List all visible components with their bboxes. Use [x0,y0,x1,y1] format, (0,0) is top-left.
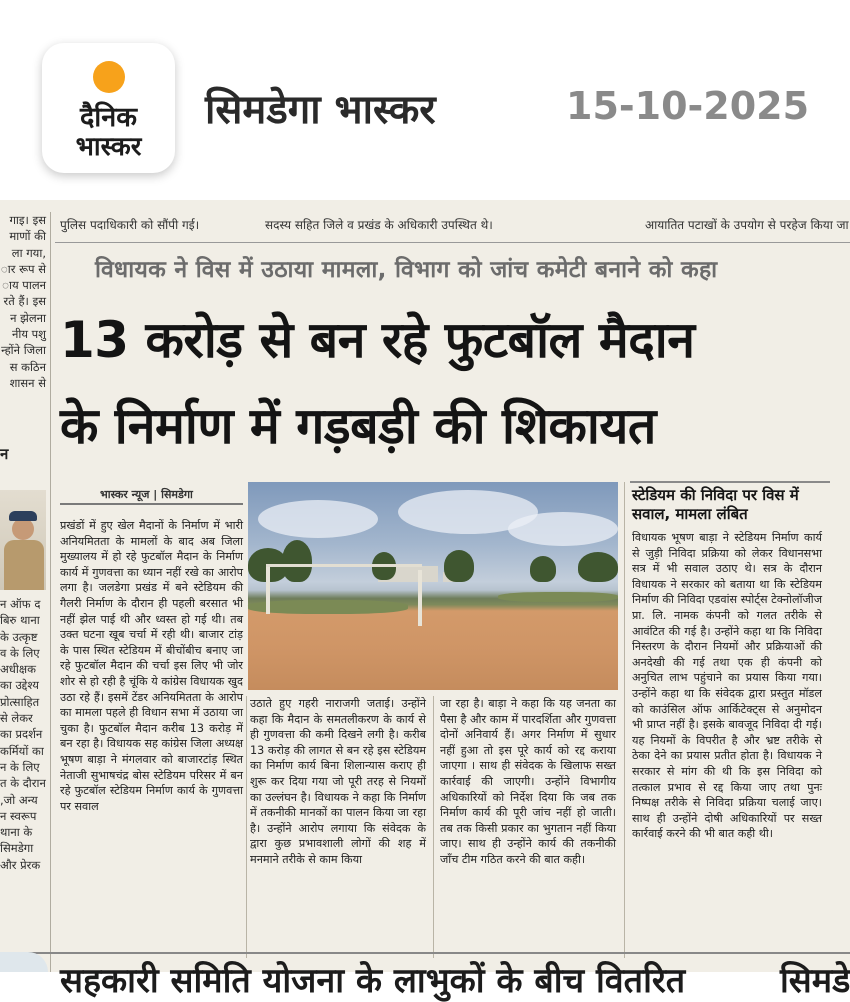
article-column-2 [250,696,426,958]
fragment-line: न्होंने जिला [1,343,46,358]
article-headline-line2: के निर्माण में गड़बड़ी की शिकायत [60,397,656,455]
fragment-line: गाइ। इस [9,213,46,227]
fragment-line: ार रूप से [0,261,46,276]
fragment-line: के उत्कृष्ट [0,629,38,644]
adjacent-article-fragment-2 [0,596,46,873]
fragment-line: और प्रेरक [0,857,41,872]
newspaper-clipping[interactable] [0,200,850,1001]
fragment-line: रते हैं। इस [3,294,46,309]
column-divider [624,482,625,958]
top-caption-2: सदस्य सहित जिले व प्रखंड के अधिकारी उपस्थित थे। [265,218,493,232]
fragment-line: न के लिए [0,759,40,774]
fragment-line: प्रोत्साहित [0,694,40,709]
column-divider [246,696,247,958]
column-divider [433,696,434,958]
body-text: प्रखंडों में हुए खेल मैदानों के निर्माण में भारी अनियमितता के मामलों के बाद अब जिला मुख्यालय में हो रहे फुटबॉल मैदान के निर्माण कार्य में गुणवत्ता का ध्यान नहीं रखे का आरोप लगा है। जलडेगा प्रखंड में बने स्टेडियम की गैलरी निर्माण के दौरान ही पहली बरसात भी नहीं झेल पाई थी और ध्वस्त हो गई थी। तब उक्त घटना खूब चर्चा में रही थी। बाजार टांड़ के पास स्थित स्टेडियम में बीचोंबीच बनाए जा रहे फुटबॉल मैदान की चर्चा इस लिए भी जोर शोर से हो रही है चूंकि ये कांग्रेस विधायक खुद उठा रहे हैं। इसमें टेंडर अनियमितता के आरोप का मामला पहले ही विधान सभा में उठाया जा चुका है। फुटबॉल मैदान करीब 13 करोड़ में बन रहा है। विधायक सह कांग्रेस जिला अध्यक्ष भूषण बाड़ा ने मंगलवार को बाजारटांड़ स्थित नेताजी सुभाषचंद्र बोस स्टेडियम परिसर में बन रहे फुटबॉल स्टेडियम निर्माण कार्य के गुणवत्ता पर सवाल [60,519,243,813]
top-caption-3: आयातित पटाखों के उपयोग से परहेज किया जा [645,218,849,232]
fragment-line: नीय पशु [11,327,46,342]
fragment-line: का प्रदर्शन [0,727,43,742]
grass-patch [248,600,408,614]
fragment-line: का उद्देश्य [0,678,39,693]
goal-post [266,564,270,614]
adjacent-heading-fragment: न [0,445,9,463]
fragment-line: ला गया, [11,245,46,260]
app-header [0,0,850,200]
fragment-line: सिमडेगा [0,841,34,856]
side-headline: स्टेडियम की निविदा पर विस में सवाल, मामला लंबित [632,486,799,523]
divider [60,503,243,505]
top-caption-1: पुलिस पदाधिकारी को सौंपी गई। [60,218,200,232]
next-article-headline: सहकारी समिति योजना के लाभुकों के बीच वितरित [60,961,686,1001]
officer-uniform [4,540,44,590]
fragment-line: थाना के [0,825,33,840]
fragment-line: बिरु थाना [0,613,40,628]
cloud [508,512,618,546]
column-divider [50,212,51,972]
dainik-bhaskar-logo[interactable] [42,43,175,173]
tree [444,550,474,582]
divider [0,952,850,954]
football-ground-photo[interactable] [248,482,618,690]
edition-date: 15-10-2025 [566,84,810,128]
fragment-line: ,जो अन्य [0,792,38,807]
body-text: उठाते हुए गहरी नाराजगी जताई। उन्होंने कहा कि मैदान के समतलीकरण के कार्य से ही गुणवत्ता की कमी दिखने लगी है। करीब 13 करोड़ की लागत से बन रहे इस स्टेडियम का निर्माण कार्य बिना शिलान्यास कराए ही शुरू कर दिया गया जो पूरी तरह से नियमों का उल्लंघन है। विधायक ने कहा कि निर्माण में तकनीकी मानकों का पालन किया जा रहा है। उन्होंने आरोप लगाया कि संवेदक के द्वारा कुछ प्रभावशाली लोगों की शह में मनमाने तरीके से काम किया [250,697,426,866]
fragment-line: स कठिन [9,359,46,374]
divider [630,481,830,483]
logo-text-line2: भास्कर [75,132,142,162]
fragment-line: शासन से [9,375,46,390]
byline: भास्कर न्यूज | सिमडेगा [100,488,193,501]
next-article-headline-right: सिमडे [780,961,850,1001]
goal-post [418,570,422,626]
adjacent-article-fragment [0,212,46,391]
fragment-line: न झेलना [10,310,46,325]
fragment-line: न स्वरूप [0,808,37,823]
sun-icon [93,61,125,93]
fragment-line: न ऑफ द [0,597,41,611]
fragment-line: कर्मियों का [0,743,44,758]
logo-text-line1: दैनिक [79,102,138,133]
fragment-line: अधीक्षक [0,662,36,677]
officer-cap [9,511,37,521]
tree [530,556,556,582]
grass-patch [498,592,618,602]
article-headline-line1: 13 करोड़ से बन रहे फुटबॉल मैदान [60,311,695,369]
article-column-3 [440,696,616,958]
tree [282,540,312,582]
cloud [258,500,378,538]
article-column-4 [632,530,822,958]
article-column-1 [60,518,243,958]
partial-logo [0,952,48,972]
tree [578,552,618,582]
fragment-line: व के लिए [0,645,40,660]
goal-crossbar [266,564,422,567]
article-kicker: विधायक ने विस में उठाया मामला, विभाग को जांच कमेटी बनाने को कहा [95,257,718,283]
edition-title: सिमडेगा भास्कर [205,87,436,133]
body-text: विधायक भूषण बाड़ा ने स्टेडियम निर्माण कार्य से जुड़ी निविदा प्रक्रिया को लेकर विधानसभा सत्र में भी सवाल उठाए थे। सत्र के दौरान विधायक ने सरकार को बताया था कि स्टेडियम निर्माण की निविदा एडवांस स्पोर्ट्स टेक्नोलॉजीज प्रा. लि. नामक कंपनी को गलत तरीके से आवंटित की गई है। उन्होंने कहा था कि निविदा निस्तरण के दौरान नियमों और प्रक्रियाओं की अनदेखी की गई तथा एक ही कंपनी को अनुचित लाभ पहुंचाने का प्रयास किया गया। उन्होंने कहा था कि संवेदक द्वारा प्रस्तुत मॉडल को काउंसिल ऑफ आर्किटेक्ट्स से अनुमोदन भी प्राप्त नहीं है। इसके बावजूद निविदा दी गई। यह नियमों के विपरीत है और भ्रष्ट तरीके से ठेका देने का प्रयास प्रतीत होता है। विधायक ने सरकार से मांग की थी कि इस निविदा को तत्काल प्रभाव से रद्द किया जाए तथा पुनः निष्पक्ष तरीके से निविदा प्रक्रिया चलाई जाए। साथ ही उन्होंने दोषी अधिकारियों पर सख्त कार्रवाई करने की भी बात कही थी। [632,531,822,841]
fragment-line: से लेकर [0,711,33,726]
fragment-line: माणों की [9,229,46,244]
officer-face [12,518,34,540]
fragment-line: त के दौरान [0,776,46,791]
divider [55,242,850,243]
fragment-line: ाय पालन [2,278,46,293]
body-text: जा रहा है। बाड़ा ने कहा कि यह जनता का पैसा है और काम में पारदर्शिता और गुणवत्ता दोनों अनिवार्य हैं। अगर निर्माण में सुधार नहीं हुआ तो इस पूरे कार्य को रद्द कराया जाएगा । साथ ही संवेदक के खिलाफ सख्त कार्रवाई की जाएगी। उन्होंने विभागीय अधिकारियों को निर्देश दिया कि जब तक निर्माण कार्य की पूरी जांच नहीं हो जाती। तब तक किसी प्रकार का भुगतान नहीं किया जाए। साथ ही उन्होंने कार्य की तकनीकी जाँच टीम गठित करने की बात कही। [440,697,616,866]
